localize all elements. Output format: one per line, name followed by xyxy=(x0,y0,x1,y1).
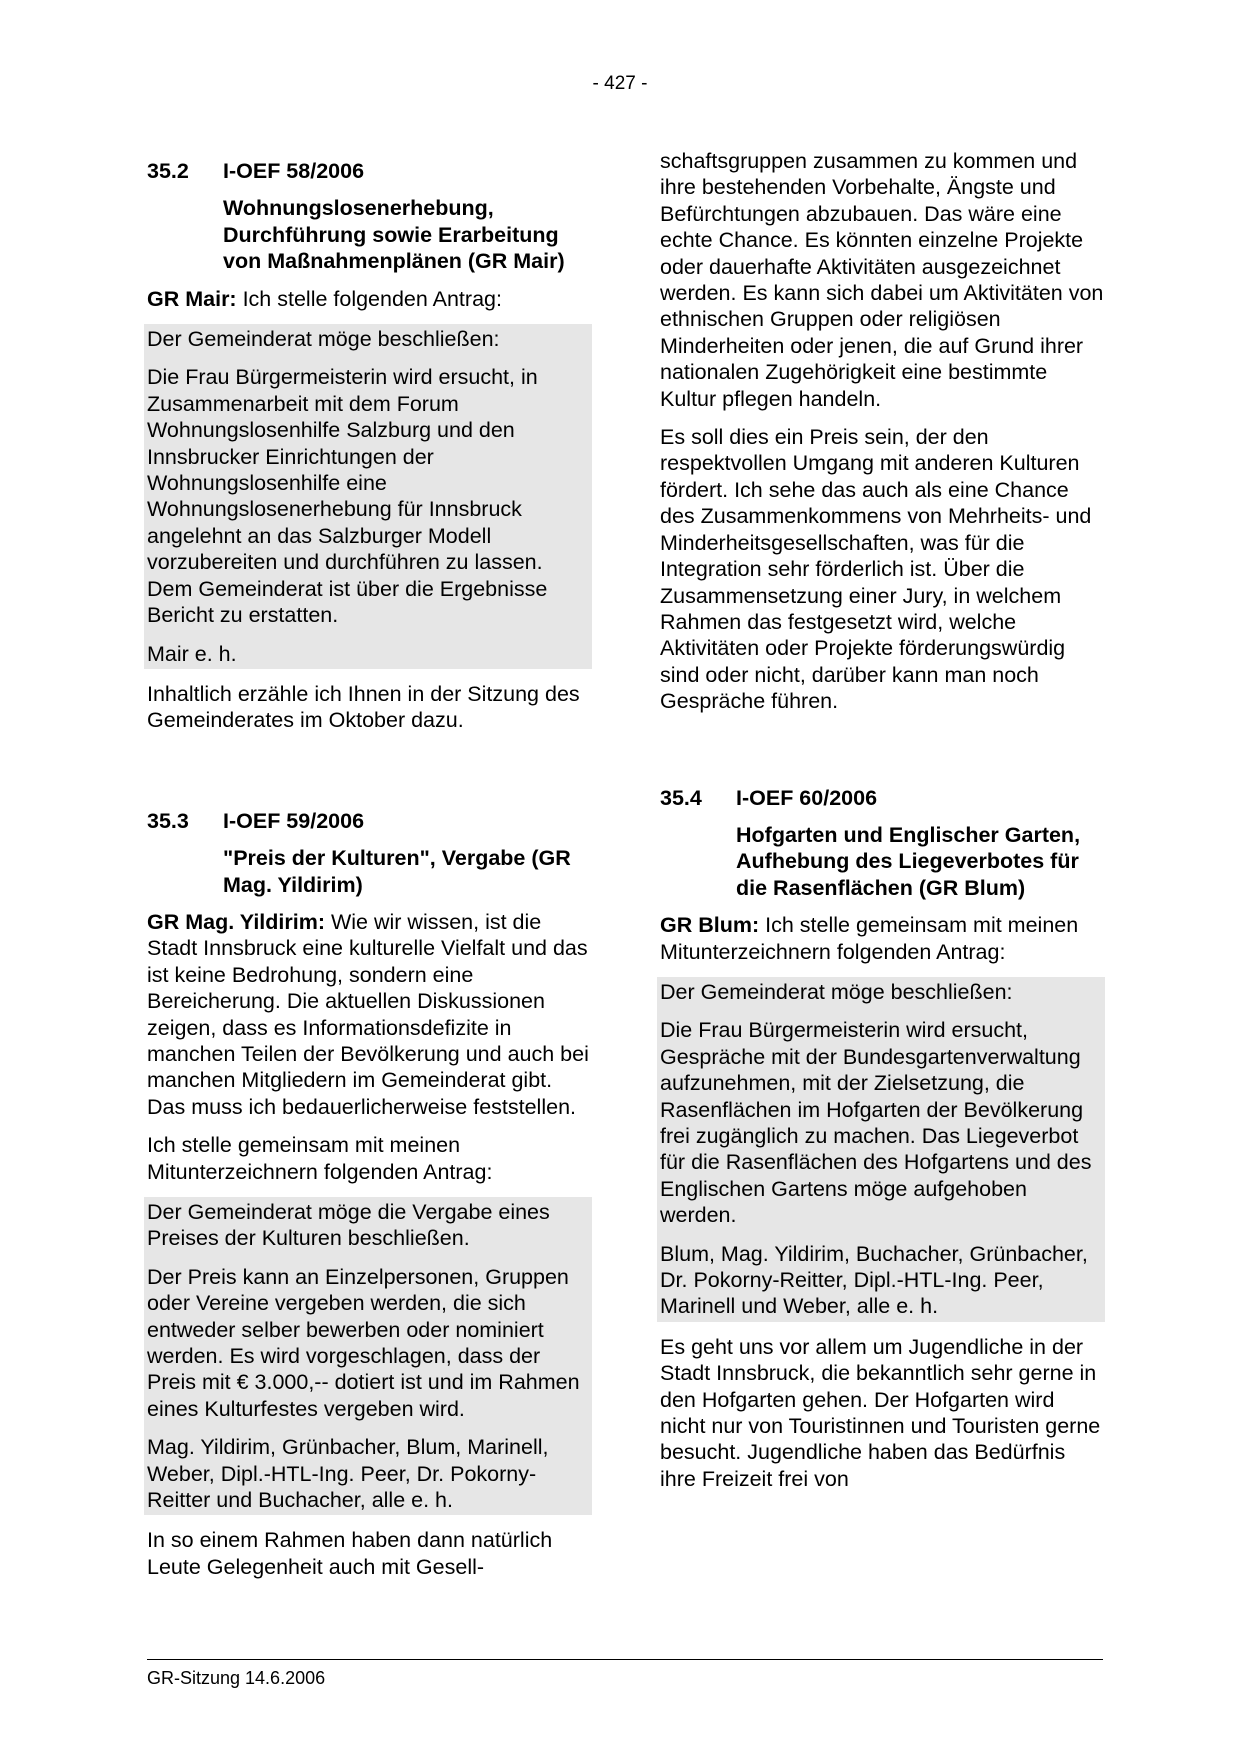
page-number: - 427 - xyxy=(592,73,648,94)
speaker-text: Ich stelle folgenden Antrag: xyxy=(242,286,502,311)
body-paragraph: schaftsgruppen zusammen zu kommen und ihre bestehenden Vorbehalte, Ängste und Befürchtungen abzubauen. Das wäre eine echte Chance. Es könnten einzelne Projekte oder dauerhafte Aktivitäten ausgezeichnet werden. Es kann sich dabei um Aktivitäten von ethnischen Gruppen oder religiösen Minderheiten oder jenen, die auf Grund ihrer nationalen Zugehörigkeit eine bestimmte Kultur pflegen handeln. xyxy=(660,149,1104,411)
speaker-paragraph xyxy=(147,286,592,312)
motion-box xyxy=(144,324,592,669)
heading-35-4 xyxy=(660,785,1105,811)
speaker-paragraph xyxy=(660,912,1105,965)
right-column xyxy=(660,148,1105,1504)
motion-box-signatures: Mag. Yildirim, Grünbacher, Blum, Marinell, Weber, Dipl.-HTL-Ing. Peer, Dr. Pokorny-Reitter und Buchacher, alle e. h. xyxy=(147,1435,549,1513)
motion-id: I-OEF 58/2006 xyxy=(223,159,365,183)
speaker-text: Wie wir wissen, ist die Stadt Innsbruck eine kulturelle Vielfalt und das ist keine Bedrohung, sondern eine Bereicherung. Die aktuellen Diskussionen zeigen, dass es Informationsdefizite in manchen Teilen der Bevölkerung und auch bei manchen Mitgliedern im Gemeinderat gibt. Das muss ich bedauerlicherweise feststellen. xyxy=(147,909,589,1119)
speaker-text: Ich stelle gemeinsam mit meinen Mitunterzeichnern folgenden Antrag: xyxy=(660,913,1079,964)
motion-box xyxy=(657,977,1105,1322)
motion-box-text: Die Frau Bürgermeisterin wird ersucht, in Zusammenarbeit mit dem Forum Wohnungslosenhilfe Salzburg und den Innsbrucker Einrichtungen der Wohnungslosenhilfe eine Wohnungslosenerhebung für Innsbruck angelehnt an das Salzburger Modell vorzubereiten und durchführen zu lassen. Dem Gemeinderat ist über die Ergebnisse Bericht zu erstatten. xyxy=(147,365,548,628)
motion-box-text: Der Preis kann an Einzelpersonen, Gruppen oder Vereine vergeben werden, die sich entweder selber bewerben oder nominiert werden. Es wird vorgeschlagen, dass der Preis mit € 3.000,-- dotiert ist und im Rahmen eines Kulturfestes vergeben wird. xyxy=(147,1264,580,1421)
left-column xyxy=(147,158,592,1592)
speaker-name: GR Blum: xyxy=(660,913,760,938)
motion-box xyxy=(144,1197,592,1515)
section-number: 35.2 xyxy=(147,159,189,183)
body-paragraph: Es geht uns vor allem um Jugendliche in der Stadt Innsbruck, die bekanntlich sehr gerne in den Hofgarten gehen. Der Hofgarten wird nicht nur von Touristinnen und Touristen gerne besucht. Jugendliche haben das Bedürfnis ihre Freizeit frei von xyxy=(660,1334,1101,1491)
body-paragraph: Es soll dies ein Preis sein, der den respektvollen Umgang mit anderen Kulturen fördert. Ich sehe das auch als eine Chance des Zusammenkommens von Mehrheits- und Minderheitsgesellschaften, was für die Integration sehr förderlich ist. Über die Zusammensetzung einer Jury, in welchem Rahmen das festgesetzt wird, welche Aktivitäten oder Projekte förderungswürdig sind oder nicht, darüber kann man noch Gespräche führen. xyxy=(660,425,1092,714)
body-paragraph: Inhaltlich erzähle ich Ihnen in der Sitzung des Gemeinderates im Oktober dazu. xyxy=(147,681,580,733)
speaker-name: GR Mair: xyxy=(147,286,237,311)
motion-title: "Preis der Kulturen", Vergabe (GR Mag. Yildirim) xyxy=(223,846,571,897)
footer-divider xyxy=(147,1659,1103,1660)
motion-title: Hofgarten und Englischer Garten, Aufhebung des Liegeverbotes für die Rasenflächen (GR Blum) xyxy=(736,822,1081,900)
section-number: 35.3 xyxy=(147,808,189,833)
body-paragraph: In so einem Rahmen haben dann natürlich Leute Gelegenheit auch mit Gesell- xyxy=(147,1528,553,1579)
motion-id: I-OEF 60/2006 xyxy=(736,785,878,810)
body-paragraph: Ich stelle gemeinsam mit meinen Mitunterzeichnern folgenden Antrag: xyxy=(147,1133,493,1184)
motion-box-signatures: Blum, Mag. Yildirim, Buchacher, Grünbacher, Dr. Pokorny-Reitter, Dipl.-HTL-Ing. Peer, Marinell und Weber, alle e. h. xyxy=(660,1241,1088,1319)
footer-text: GR-Sitzung 14.6.2006 xyxy=(147,1668,326,1688)
motion-id: I-OEF 59/2006 xyxy=(223,808,365,833)
speaker-name: GR Mag. Yildirim: xyxy=(147,909,325,934)
motion-title: Wohnungslosenerhebung, Durchführung sowie Erarbeitung von Maßnahmenplänen (GR Mair) xyxy=(223,196,565,274)
heading-35-2 xyxy=(147,158,592,184)
heading-35-3 xyxy=(147,808,592,834)
motion-box-signatures: Mair e. h. xyxy=(147,641,237,666)
motion-box-text: Die Frau Bürgermeisterin wird ersucht, Gespräche mit der Bundesgartenverwaltung aufzunehmen, mit der Zielsetzung, die Rasenflächen im Hofgarten der Bevölkerung frei zugänglich zu machen. Das Liegeverbot für die Rasenflächen des Hofgartens und des Englischen Gartens möge aufgehoben werden. xyxy=(660,1018,1092,1228)
motion-box-intro: Der Gemeinderat möge die Vergabe eines Preises der Kulturen beschließen. xyxy=(147,1200,550,1251)
speaker-paragraph xyxy=(147,909,592,1120)
section-number: 35.4 xyxy=(660,785,702,810)
motion-box-intro: Der Gemeinderat möge beschließen: xyxy=(660,979,1013,1004)
motion-box-intro: Der Gemeinderat möge beschließen: xyxy=(147,327,500,352)
